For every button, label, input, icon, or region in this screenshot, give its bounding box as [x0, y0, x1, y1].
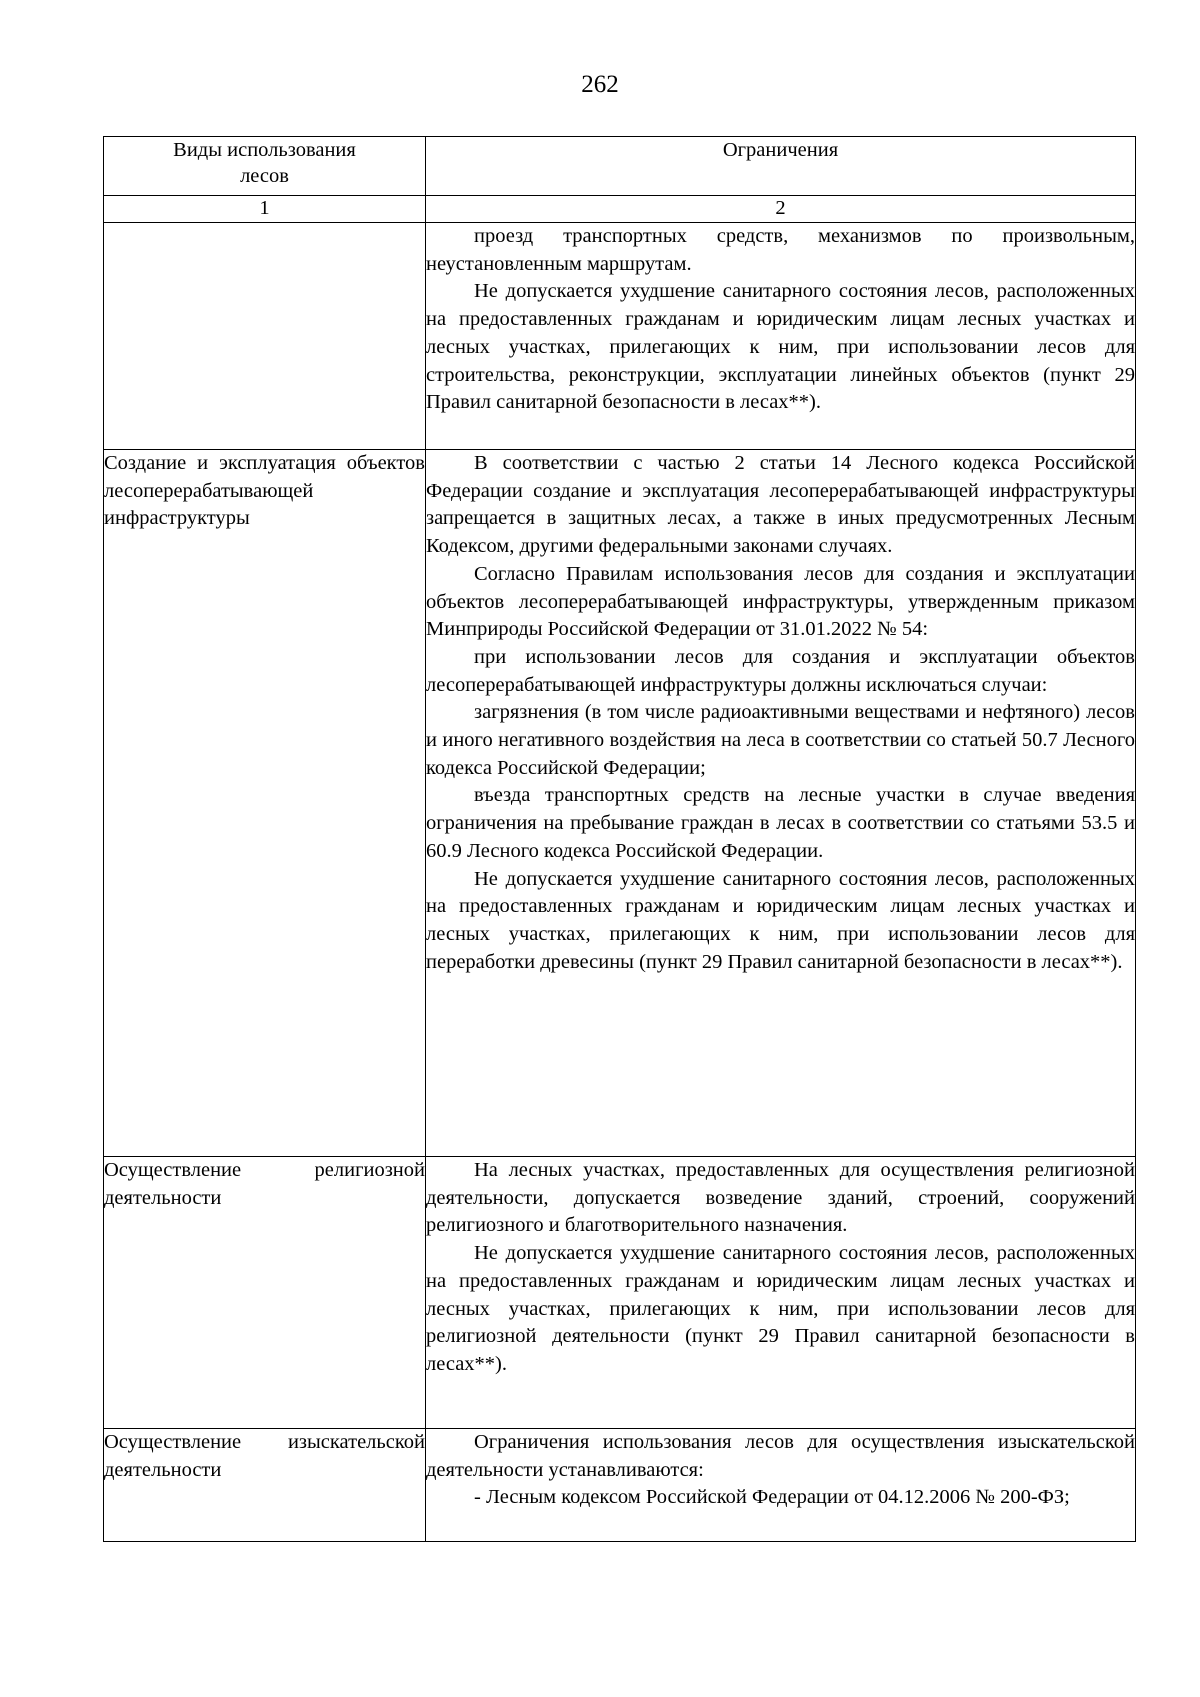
restriction-paragraph: при использовании лесов для создания и эксплуатации объектов лесоперерабатывающей инфраструктуры должны исключаться случаи: [426, 645, 1135, 696]
header-col-usage-types [104, 137, 426, 196]
restriction-paragraph: В соответствии с частью 2 статьи 14 Лесного кодекса Российской Федерации создание и эксплуатация лесоперерабатывающей инфраструктуры запрещается в защитных лесах, а также в иных предусмотренных Лесным Кодексом, другими федеральными законами случаях. [426, 452, 1135, 558]
column-number-1: 1 [104, 196, 426, 223]
header-col1-line2: лесов [240, 165, 289, 187]
restriction-cell [426, 1157, 1136, 1429]
restriction-paragraph: Согласно Правилам использования лесов для создания и эксплуатации объектов лесоперерабатывающей инфраструктуры, утвержденным приказом Минприроды Российской Федерации от 31.01.2022 № 54: [426, 562, 1135, 641]
restriction-cell [426, 450, 1136, 1157]
table-row [104, 223, 1136, 450]
usage-type-cell: Осуществление изыскательской деятельности [104, 1429, 426, 1542]
restriction-cell [426, 223, 1136, 450]
usage-type-cell: Создание и эксплуатация объектов лесоперерабатывающей инфраструктуры [104, 450, 426, 1157]
restriction-paragraph: Не допускается ухудшение санитарного состояния лесов, расположенных на предоставленных гражданам и юридическим лицам лесных участках и лесных участках, прилегающих к ним, при использовании лесов для строительства, реконструкции, эксплуатации линейных объектов (пункт 29 Правил санитарной безопасности в лесах**). [426, 280, 1135, 414]
usage-type-cell: Осуществление религиозной деятельности [104, 1157, 426, 1429]
table-row [104, 450, 1136, 1157]
restriction-paragraph: - Лесным кодексом Российской Федерации от 04.12.2006 № 200-ФЗ; [474, 1486, 1070, 1509]
header-col-restrictions: Ограничения [426, 137, 1136, 196]
restriction-paragraph: На лесных участках, предоставленных для осуществления религиозной деятельности, допускается возведение зданий, строений, сооружений религиозного и благотворительного назначения. [426, 1159, 1135, 1237]
restriction-paragraph: въезда транспортных средств на лесные участки в случае введения ограничения на пребывание граждан в лесах в соответствии со статьями 53.5 и 60.9 Лесного кодекса Российской Федерации. [426, 784, 1135, 862]
restriction-paragraph: Не допускается ухудшение санитарного состояния лесов, расположенных на предоставленных гражданам и юридическим лицам лесных участках и лесных участках, прилегающих к ним, при использовании лесов для переработки древесины (пункт 29 Правил санитарной безопасности в лесах**). [426, 867, 1135, 973]
restriction-paragraph: Не допускается ухудшение санитарного состояния лесов, расположенных на предоставленных гражданам и юридическим лицам лесных участках и лесных участках, прилегающих к ним, при использовании лесов для религиозной деятельности (пункт 29 Правил санитарной безопасности в лесах**). [426, 1242, 1135, 1375]
column-numbers-row [104, 196, 1136, 223]
usage-type-cell [104, 223, 426, 450]
table-row [104, 1157, 1136, 1429]
table-row [104, 1429, 1136, 1542]
restriction-cell [426, 1429, 1136, 1542]
header-col1-line1: Виды использования [173, 139, 356, 161]
restriction-paragraph: проезд транспортных средств, механизмов по произвольным, неустановленным маршрутам. [426, 225, 1135, 275]
restrictions-table [103, 136, 1136, 1542]
table-header-row [104, 137, 1136, 196]
column-number-2: 2 [426, 196, 1136, 223]
page-number: 262 [581, 71, 619, 98]
restriction-paragraph: Ограничения использования лесов для осуществления изыскательской деятельности устанавливаются: [426, 1431, 1135, 1481]
restriction-paragraph: загрязнения (в том числе радиоактивными веществами и нефтяного) лесов и иного негативного воздействия на леса в соответствии со статьей 50.7 Лесного кодекса Российской Федерации; [426, 701, 1135, 779]
